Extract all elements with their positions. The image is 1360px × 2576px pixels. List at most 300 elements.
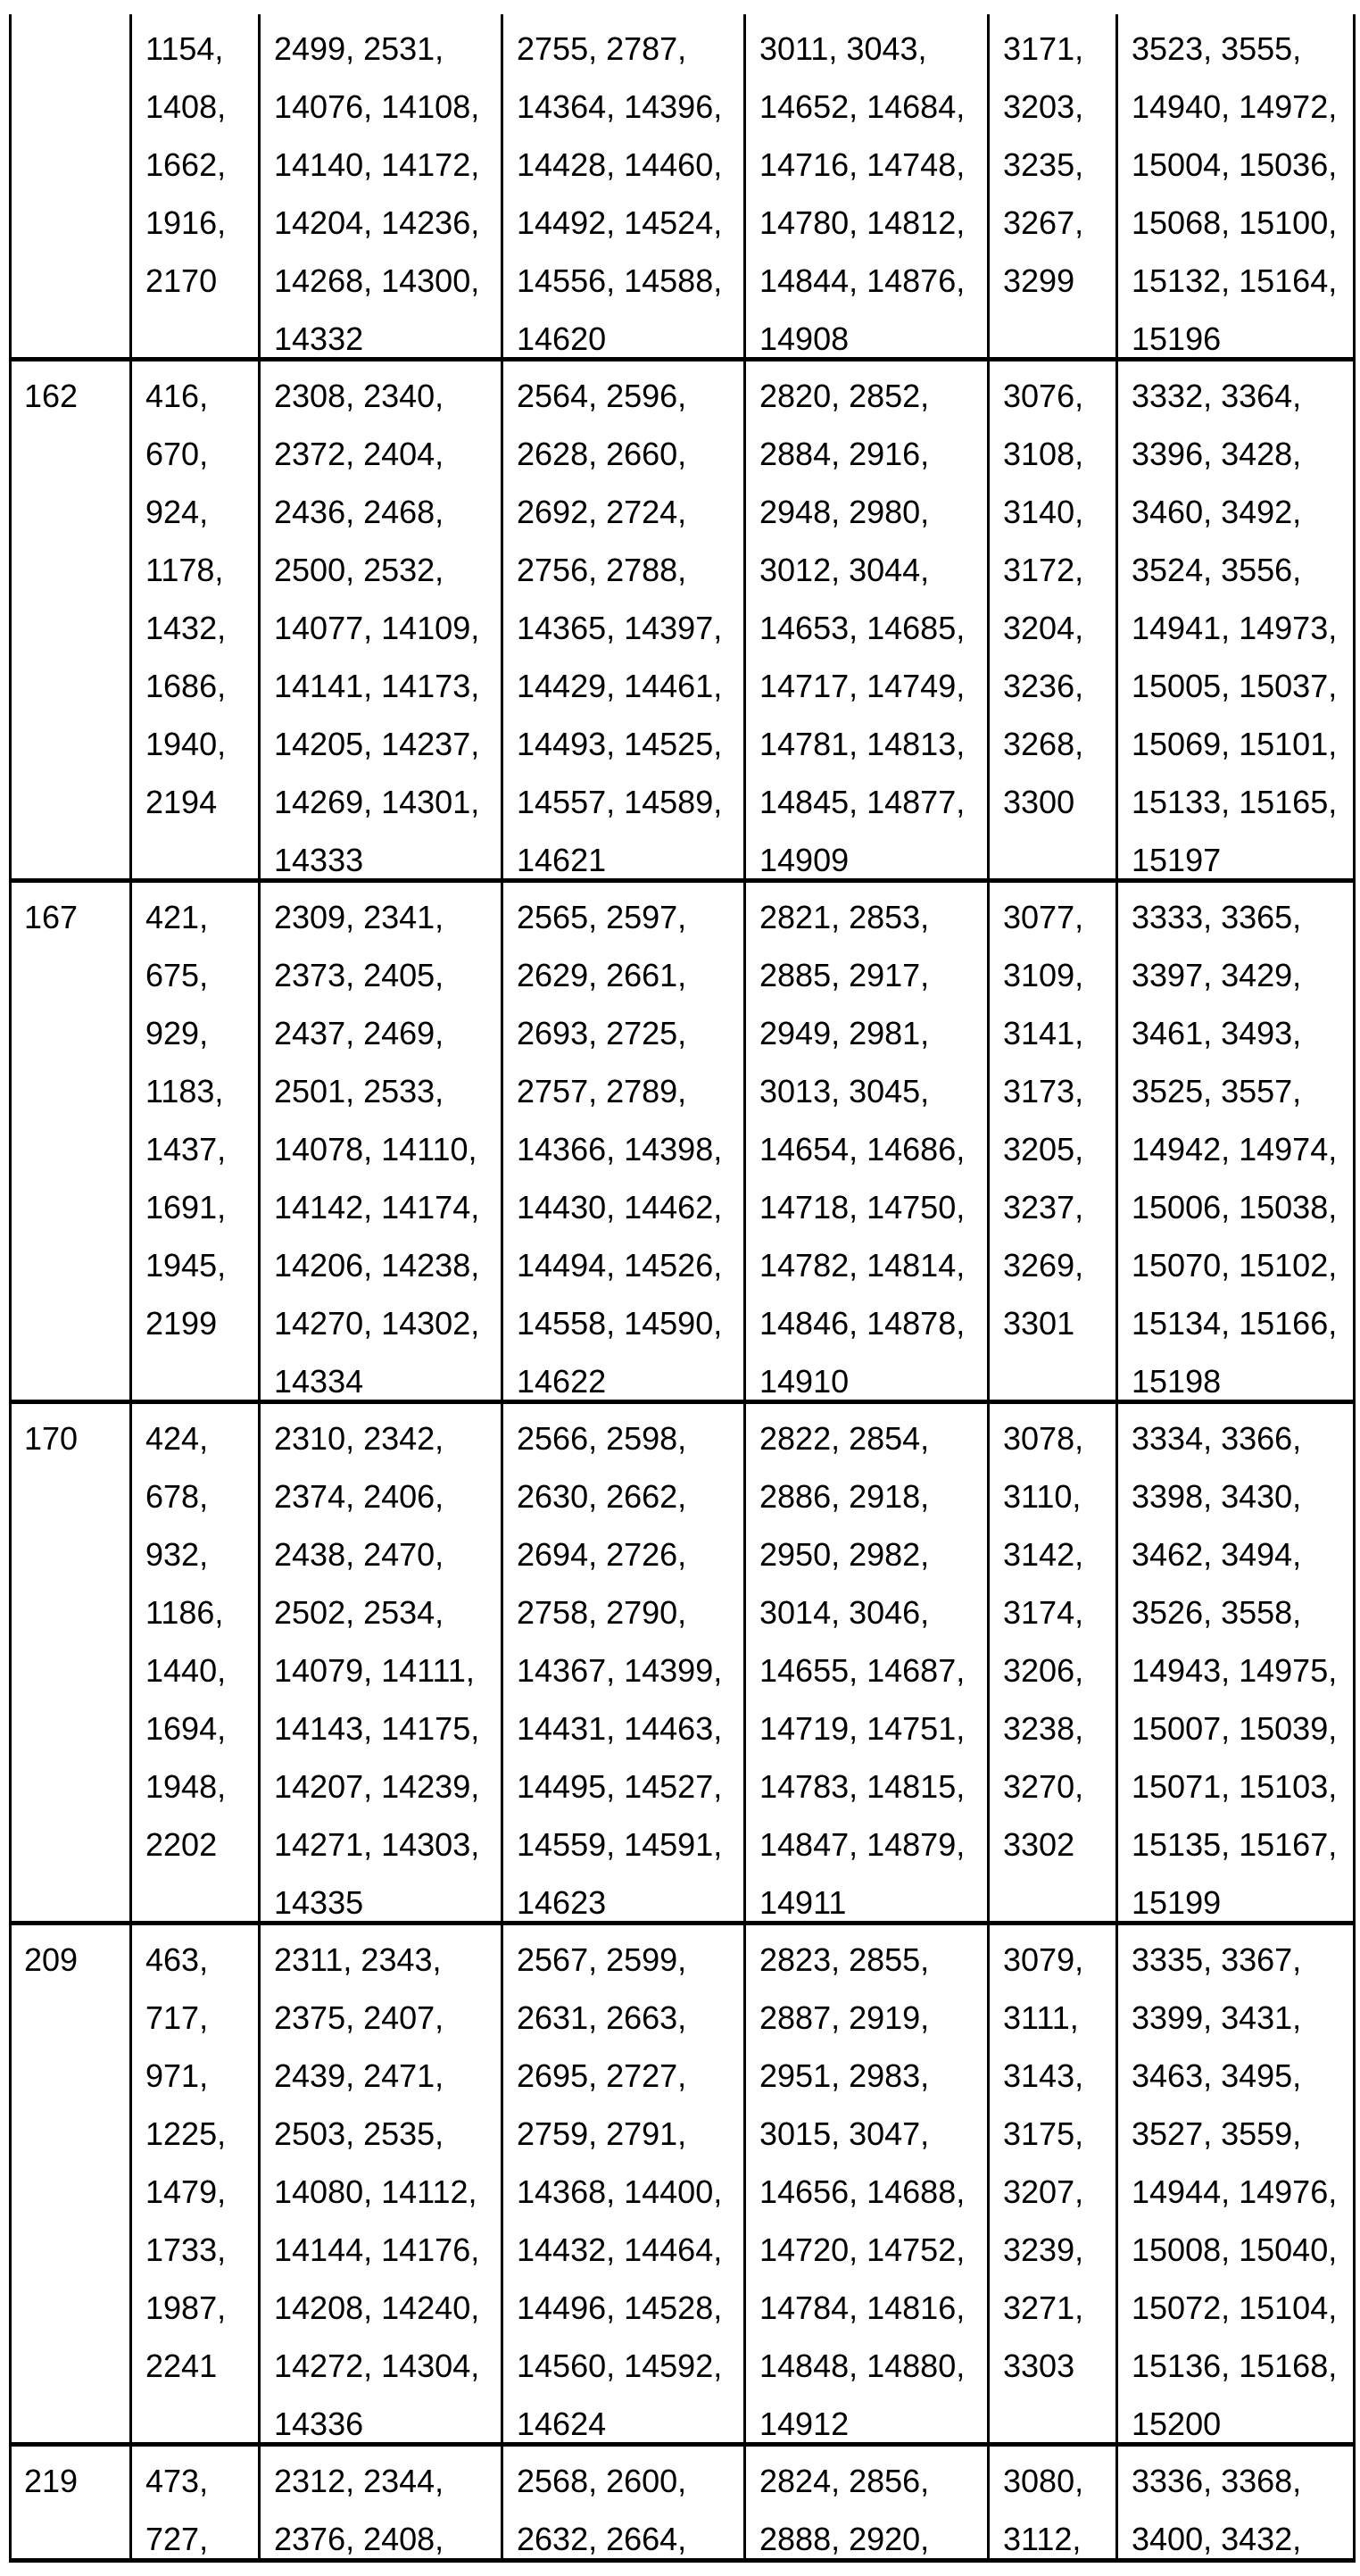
cell-value-line: 14716, 14748, [759, 146, 966, 183]
cell-value-line: 2500, 2532, [274, 552, 444, 588]
cell-value-line: 2948, 2980, [759, 494, 930, 530]
cell-value-line: 3238, [1003, 1710, 1084, 1747]
cell-value-line: 2885, 2917, [759, 957, 930, 993]
cell-value-line: 1178, [145, 552, 224, 588]
cell-value-line: 3013, 3045, [759, 1073, 930, 1109]
table-cell [129, 14, 258, 357]
cell-value-line: 2888, 2920, [759, 2521, 930, 2557]
table-cell [987, 14, 1115, 357]
cell-value-line: 14429, 14461, [517, 668, 723, 704]
cell-value-line: 15068, 15100, [1132, 204, 1338, 241]
cell-value-line: 14940, 14972, [1132, 88, 1338, 125]
cell-value-line: 14621 [517, 842, 607, 878]
cell-value-line: 1662, [145, 146, 227, 183]
cell-value-line: 3269, [1003, 1247, 1084, 1284]
cell-value-line: 1186, [145, 1594, 224, 1631]
cell-value-line: 3525, 3557, [1132, 1073, 1302, 1109]
cell-value-line: 2202 [145, 1826, 218, 1863]
cell-value-line: 1940, [145, 726, 227, 762]
cell-value-line: 3526, 3558, [1132, 1594, 1302, 1631]
cell-value-line: 14780, 14812, [759, 204, 966, 241]
cell-value-line: 3461, 3493, [1132, 1015, 1302, 1051]
cell-value-line: 14493, 14525, [517, 726, 723, 762]
cell-value-line: 1686, [145, 668, 227, 704]
cell-value-line: 2820, 2852, [759, 378, 930, 414]
cell-value-line: 15072, 15104, [1132, 2289, 1338, 2326]
row-label-cell: 162 [9, 361, 129, 878]
cell-value-line: 3523, 3555, [1132, 30, 1302, 67]
cell-value-line: 15134, 15166, [1132, 1305, 1338, 1342]
cell-value-line: 3396, 3428, [1132, 436, 1302, 472]
cell-value-line: 14208, 14240, [274, 2289, 480, 2326]
cell-value-line: 14845, 14877, [759, 784, 966, 820]
cell-value-line: 2503, 2535, [274, 2115, 444, 2152]
table-row [9, 883, 1356, 1404]
cell-value-line: 14912 [759, 2406, 850, 2442]
cell-value-line: 14559, 14591, [517, 1826, 723, 1863]
table-cell [258, 2447, 501, 2558]
cell-value-line: 2884, 2916, [759, 436, 930, 472]
table-cell [258, 1404, 501, 1921]
cell-value-line: 3078, [1003, 1420, 1084, 1457]
cell-value-line: 14717, 14749, [759, 668, 966, 704]
cell-value-line: 14079, 14111, [274, 1652, 475, 1689]
cell-value-line: 1408, [145, 88, 227, 125]
cell-value-line: 14272, 14304, [274, 2347, 480, 2384]
cell-value-line: 473, [145, 2463, 209, 2499]
cell-value-line: 14432, 14464, [517, 2231, 723, 2268]
cell-value-line: 14428, 14460, [517, 146, 723, 183]
cell-value-line: 3332, 3364, [1132, 378, 1302, 414]
cell-value-line: 3011, 3043, [759, 30, 927, 67]
cell-value-line: 3143, [1003, 2057, 1084, 2094]
cell-value-line: 15135, 15167, [1132, 1826, 1338, 1863]
cell-value-line: 14368, 14400, [517, 2173, 723, 2210]
cell-value-line: 2439, 2471, [274, 2057, 444, 2094]
cell-value-line: 14908 [759, 320, 850, 357]
cell-value-line: 2376, 2408, [274, 2521, 444, 2557]
table-cell [1115, 14, 1356, 357]
cell-value-line: 3460, 3492, [1132, 494, 1302, 530]
cell-value-line: 3334, 3366, [1132, 1420, 1302, 1457]
cell-value-line: 2311, 2343, [274, 1941, 442, 1978]
cell-value-line: 14846, 14878, [759, 1305, 966, 1342]
cell-value-line: 15005, 15037, [1132, 668, 1338, 704]
cell-value-line: 1916, [145, 204, 227, 241]
cell-value-line: 14847, 14879, [759, 1826, 966, 1863]
cell-value-line: 14206, 14238, [274, 1247, 480, 1284]
cell-value-line: 3271, [1003, 2289, 1084, 2326]
cell-value-line: 1225, [145, 2115, 227, 2152]
cell-value-line: 15199 [1132, 1884, 1222, 1921]
cell-value-line: 14844, 14876, [759, 262, 966, 299]
cell-value-line: 14909 [759, 842, 850, 878]
cell-value-line: 3173, [1003, 1073, 1084, 1109]
table-cell [743, 14, 987, 357]
cell-value-line: 2630, 2662, [517, 1478, 687, 1515]
cell-value-line: 14620 [517, 320, 607, 357]
cell-value-line: 3236, [1003, 668, 1084, 704]
cell-value-line: 1694, [145, 1710, 227, 1747]
cell-value-line: 2629, 2661, [517, 957, 687, 993]
cell-value-line: 3014, 3046, [759, 1594, 930, 1631]
cell-value-line: 14652, 14684, [759, 88, 966, 125]
cell-value-line: 421, [145, 899, 209, 935]
cell-value-line: 2824, 2856, [759, 2463, 930, 2499]
cell-value-line: 14366, 14398, [517, 1131, 723, 1168]
cell-value-line: 3399, 3431, [1132, 1999, 1302, 2036]
cell-value-line: 2950, 2982, [759, 1536, 930, 1573]
cell-value-line: 3012, 3044, [759, 552, 930, 588]
cell-value-line: 2631, 2663, [517, 1999, 687, 2036]
cell-value-line: 717, [145, 1999, 209, 2036]
cell-value-line: 3333, 3365, [1132, 899, 1302, 935]
cell-value-line: 2374, 2406, [274, 1478, 444, 1515]
cell-value-line: 15196 [1132, 320, 1222, 357]
cell-value-line: 14848, 14880, [759, 2347, 966, 2384]
cell-value-line: 14557, 14589, [517, 784, 723, 820]
cell-value-line: 14655, 14687, [759, 1652, 966, 1689]
cell-value-line: 14910 [759, 1363, 850, 1400]
cell-value-line: 1440, [145, 1652, 227, 1689]
cell-value-line: 3110, [1003, 1478, 1082, 1515]
table-cell [129, 1925, 258, 2442]
cell-value-line: 15132, 15164, [1132, 262, 1338, 299]
cell-value-line: 3235, [1003, 146, 1084, 183]
cell-value-line: 3015, 3047, [759, 2115, 930, 2152]
cell-value-line: 3205, [1003, 1131, 1084, 1168]
table-cell [129, 2447, 258, 2558]
cell-value-line: 14622 [517, 1363, 607, 1400]
table-cell [129, 361, 258, 878]
cell-value-line: 14944, 14976, [1132, 2173, 1338, 2210]
cell-value-line: 15136, 15168, [1132, 2347, 1338, 2384]
cell-value-line: 14719, 14751, [759, 1710, 966, 1747]
cell-value-line: 416, [145, 378, 209, 414]
cell-value-line: 2887, 2919, [759, 1999, 930, 2036]
table-cell [987, 1404, 1115, 1921]
cell-value-line: 463, [145, 1941, 209, 1978]
table-cell [129, 883, 258, 1400]
cell-value-line: 2309, 2341, [274, 899, 444, 935]
table-cell [1115, 1404, 1356, 1921]
cell-value-line: 1154, [145, 30, 224, 67]
cell-value-line: 3301 [1003, 1305, 1075, 1342]
cell-value-line: 2566, 2598, [517, 1420, 687, 1457]
cell-value-line: 3080, [1003, 2463, 1084, 2499]
table-cell [1115, 1925, 1356, 2442]
table-cell [987, 883, 1115, 1400]
cell-value-line: 3397, 3429, [1132, 957, 1302, 993]
cell-value-line: 14207, 14239, [274, 1768, 480, 1805]
cell-value-line: 14076, 14108, [274, 88, 480, 125]
cell-value-line: 3524, 3556, [1132, 552, 1302, 588]
cell-value-line: 14942, 14974, [1132, 1131, 1338, 1168]
cell-value-line: 2502, 2534, [274, 1594, 444, 1631]
cell-value-line: 2564, 2596, [517, 378, 687, 414]
cell-value-line: 2695, 2727, [517, 2057, 687, 2094]
cell-value-line: 3112, [1003, 2521, 1082, 2557]
table-cell [501, 361, 743, 878]
cell-value-line: 1987, [145, 2289, 227, 2326]
cell-value-line: 3302 [1003, 1826, 1075, 1863]
cell-value-line: 3077, [1003, 899, 1084, 935]
cell-value-line: 2194 [145, 784, 218, 820]
cell-value-line: 1691, [145, 1189, 227, 1226]
row-label-cell: 167 [9, 883, 129, 1400]
cell-value-line: 1437, [145, 1131, 227, 1168]
cell-value-line: 3398, 3430, [1132, 1478, 1302, 1515]
cell-value-line: 3336, 3368, [1132, 2463, 1302, 2499]
cell-value-line: 3335, 3367, [1132, 1941, 1302, 1978]
cell-value-line: 14784, 14816, [759, 2289, 966, 2326]
data-table [9, 14, 1356, 2563]
cell-value-line: 15006, 15038, [1132, 1189, 1338, 1226]
cell-value-line: 3171, [1003, 30, 1084, 67]
cell-value-line: 3172, [1003, 552, 1084, 588]
cell-value-line: 2308, 2340, [274, 378, 444, 414]
cell-value-line: 14431, 14463, [517, 1710, 723, 1747]
cell-value-line: 14656, 14688, [759, 2173, 966, 2210]
cell-value-line: 14654, 14686, [759, 1131, 966, 1168]
table-cell [1115, 883, 1356, 1400]
cell-value-line: 14718, 14750, [759, 1189, 966, 1226]
cell-value-line: 2373, 2405, [274, 957, 444, 993]
cell-value-line: 1432, [145, 610, 227, 646]
cell-value-line: 14941, 14973, [1132, 610, 1338, 646]
table-cell [743, 361, 987, 878]
cell-value-line: 2501, 2533, [274, 1073, 444, 1109]
table-row [9, 14, 1356, 361]
cell-value-line: 14782, 14814, [759, 1247, 966, 1284]
cell-value-line: 14653, 14685, [759, 610, 966, 646]
table-row [9, 2447, 1356, 2563]
cell-value-line: 14332 [274, 320, 364, 357]
table-cell [501, 883, 743, 1400]
cell-value-line: 14365, 14397, [517, 610, 723, 646]
table-cell [1115, 2447, 1356, 2558]
table-cell [743, 1925, 987, 2442]
table-cell [258, 1925, 501, 2442]
cell-value-line: 2759, 2791, [517, 2115, 687, 2152]
cell-value-line: 14494, 14526, [517, 1247, 723, 1284]
cell-value-line: 14430, 14462, [517, 1189, 723, 1226]
cell-value-line: 14140, 14172, [274, 146, 480, 183]
cell-value-line: 924, [145, 494, 209, 530]
cell-value-line: 3203, [1003, 88, 1084, 125]
cell-value-line: 3079, [1003, 1941, 1084, 1978]
cell-value-line: 3174, [1003, 1594, 1084, 1631]
cell-value-line: 14783, 14815, [759, 1768, 966, 1805]
cell-value-line: 15069, 15101, [1132, 726, 1338, 762]
table-cell [987, 1925, 1115, 2442]
cell-value-line: 14943, 14975, [1132, 1652, 1338, 1689]
cell-value-line: 2310, 2342, [274, 1420, 444, 1457]
row-label-cell: 209 [9, 1925, 129, 2442]
cell-value-line: 2823, 2855, [759, 1941, 930, 1978]
cell-value-line: 3076, [1003, 378, 1084, 414]
cell-value-line: 2170 [145, 262, 218, 299]
cell-value-line: 14142, 14174, [274, 1189, 480, 1226]
cell-value-line: 3400, 3432, [1132, 2521, 1302, 2557]
cell-value-line: 14268, 14300, [274, 262, 480, 299]
cell-value-line: 971, [145, 2057, 209, 2094]
cell-value-line: 2567, 2599, [517, 1941, 687, 1978]
cell-value-line: 14624 [517, 2406, 607, 2442]
cell-value-line: 1945, [145, 1247, 227, 1284]
cell-value-line: 2632, 2664, [517, 2521, 687, 2557]
cell-value-line: 14335 [274, 1884, 364, 1921]
cell-value-line: 14495, 14527, [517, 1768, 723, 1805]
cell-value-line: 15200 [1132, 2406, 1222, 2442]
table-cell [258, 883, 501, 1400]
cell-value-line: 2499, 2531, [274, 30, 444, 67]
cell-value-line: 424, [145, 1420, 209, 1457]
cell-value-line: 2436, 2468, [274, 494, 444, 530]
cell-value-line: 14336 [274, 2406, 364, 2442]
cell-value-line: 14333 [274, 842, 364, 878]
table-row [9, 1404, 1356, 1925]
cell-value-line: 15008, 15040, [1132, 2231, 1338, 2268]
cell-value-line: 14623 [517, 1884, 607, 1921]
cell-value-line: 3463, 3495, [1132, 2057, 1302, 2094]
cell-value-line: 3267, [1003, 204, 1084, 241]
cell-value-line: 15071, 15103, [1132, 1768, 1338, 1805]
cell-value-line: 2241 [145, 2347, 218, 2384]
cell-value-line: 14367, 14399, [517, 1652, 723, 1689]
cell-value-line: 3270, [1003, 1768, 1084, 1805]
cell-value-line: 2821, 2853, [759, 899, 930, 935]
cell-value-line: 670, [145, 436, 209, 472]
cell-value-line: 675, [145, 957, 209, 993]
table-cell [987, 361, 1115, 878]
cell-value-line: 14334 [274, 1363, 364, 1400]
table-cell [987, 2447, 1115, 2558]
cell-value-line: 3303 [1003, 2347, 1075, 2384]
cell-value-line: 2822, 2854, [759, 1420, 930, 1457]
cell-value-line: 2949, 2981, [759, 1015, 930, 1051]
cell-value-line: 14205, 14237, [274, 726, 480, 762]
cell-value-line: 14078, 14110, [274, 1131, 477, 1168]
table-cell [743, 2447, 987, 2558]
cell-value-line: 14144, 14176, [274, 2231, 480, 2268]
cell-value-line: 727, [145, 2521, 209, 2557]
cell-value-line: 929, [145, 1015, 209, 1051]
cell-value-line: 14271, 14303, [274, 1826, 480, 1863]
cell-value-line: 2437, 2469, [274, 1015, 444, 1051]
cell-value-line: 2886, 2918, [759, 1478, 930, 1515]
cell-value-line: 2199 [145, 1305, 218, 1342]
cell-value-line: 14080, 14112, [274, 2173, 477, 2210]
cell-value-line: 3527, 3559, [1132, 2115, 1302, 2152]
cell-value-line: 2951, 2983, [759, 2057, 930, 2094]
cell-value-line: 1948, [145, 1768, 227, 1805]
cell-value-line: 14077, 14109, [274, 610, 480, 646]
cell-value-line: 3268, [1003, 726, 1084, 762]
cell-value-line: 14364, 14396, [517, 88, 723, 125]
cell-value-line: 14269, 14301, [274, 784, 480, 820]
table-cell [743, 883, 987, 1400]
cell-value-line: 2438, 2470, [274, 1536, 444, 1573]
cell-value-line: 1479, [145, 2173, 227, 2210]
cell-value-line: 14496, 14528, [517, 2289, 723, 2326]
cell-value-line: 3239, [1003, 2231, 1084, 2268]
cell-value-line: 14720, 14752, [759, 2231, 966, 2268]
cell-value-line: 2375, 2407, [274, 1999, 444, 2036]
cell-value-line: 15197 [1132, 842, 1222, 878]
cell-value-line: 3108, [1003, 436, 1084, 472]
table-row [9, 1925, 1356, 2447]
cell-value-line: 15198 [1132, 1363, 1222, 1400]
cell-value-line: 2755, 2787, [517, 30, 687, 67]
cell-value-line: 2693, 2725, [517, 1015, 687, 1051]
table-cell [501, 14, 743, 357]
cell-value-line: 14141, 14173, [274, 668, 480, 704]
cell-value-line: 3237, [1003, 1189, 1084, 1226]
cell-value-line: 3204, [1003, 610, 1084, 646]
cell-value-line: 3111, [1003, 1999, 1079, 2036]
cell-value-line: 3300 [1003, 784, 1075, 820]
table-cell [129, 1404, 258, 1921]
cell-value-line: 14560, 14592, [517, 2347, 723, 2384]
cell-value-line: 3462, 3494, [1132, 1536, 1302, 1573]
cell-value-line: 2568, 2600, [517, 2463, 687, 2499]
cell-value-line: 1183, [145, 1073, 224, 1109]
cell-value-line: 2756, 2788, [517, 552, 687, 588]
cell-value-line: 15007, 15039, [1132, 1710, 1338, 1747]
cell-value-line: 14556, 14588, [517, 262, 723, 299]
cell-value-line: 3141, [1003, 1015, 1084, 1051]
cell-value-line: 932, [145, 1536, 209, 1573]
cell-value-line: 2692, 2724, [517, 494, 687, 530]
cell-value-line: 3299 [1003, 262, 1075, 299]
cell-value-line: 3207, [1003, 2173, 1084, 2210]
cell-value-line: 14204, 14236, [274, 204, 480, 241]
cell-value-line: 2565, 2597, [517, 899, 687, 935]
row-label-cell: 170 [9, 1404, 129, 1921]
cell-value-line: 3206, [1003, 1652, 1084, 1689]
cell-value-line: 2372, 2404, [274, 436, 444, 472]
table-cell [258, 361, 501, 878]
cell-value-line: 14781, 14813, [759, 726, 966, 762]
row-label-cell: 219 [9, 2447, 129, 2558]
cell-value-line: 3175, [1003, 2115, 1084, 2152]
cell-value-line: 15004, 15036, [1132, 146, 1338, 183]
cell-value-line: 14492, 14524, [517, 204, 723, 241]
table-cell [501, 2447, 743, 2558]
cell-value-line: 14911 [759, 1884, 847, 1921]
cell-value-line: 2628, 2660, [517, 436, 687, 472]
cell-value-line: 3142, [1003, 1536, 1084, 1573]
cell-value-line: 2757, 2789, [517, 1073, 687, 1109]
cell-value-line: 14270, 14302, [274, 1305, 480, 1342]
cell-value-line: 3140, [1003, 494, 1084, 530]
cell-value-line: 678, [145, 1478, 209, 1515]
table-cell [743, 1404, 987, 1921]
table-cell [501, 1404, 743, 1921]
row-label-cell [9, 14, 129, 357]
table-row [9, 361, 1356, 883]
table-cell [1115, 361, 1356, 878]
cell-value-line: 1733, [145, 2231, 227, 2268]
cell-value-line: 2758, 2790, [517, 1594, 687, 1631]
cell-value-line: 15133, 15165, [1132, 784, 1338, 820]
cell-value-line: 15070, 15102, [1132, 1247, 1338, 1284]
table-cell [258, 14, 501, 357]
cell-value-line: 2312, 2344, [274, 2463, 444, 2499]
cell-value-line: 14143, 14175, [274, 1710, 480, 1747]
table-cell [501, 1925, 743, 2442]
